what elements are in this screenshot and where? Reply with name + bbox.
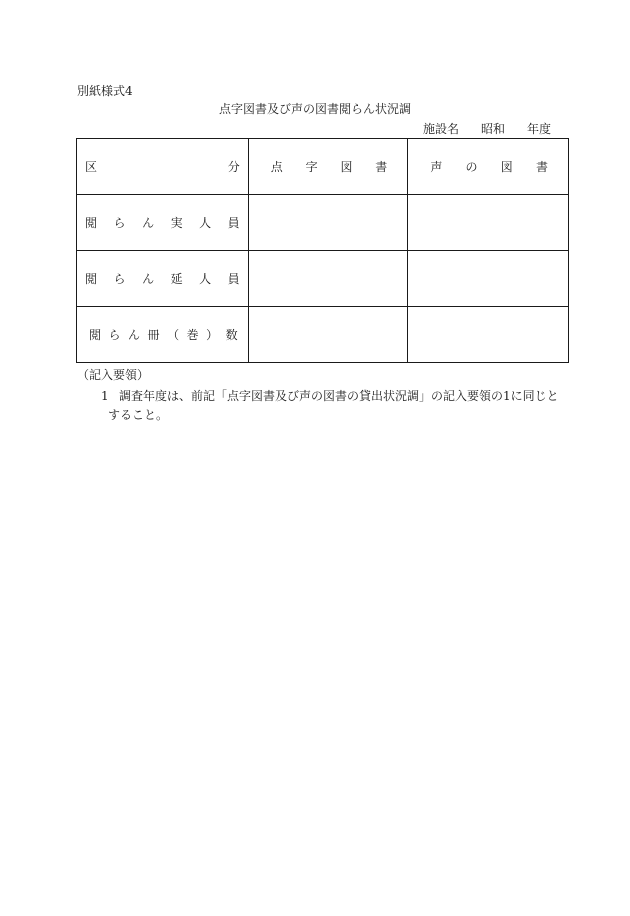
table-row xyxy=(77,251,569,307)
survey-table xyxy=(76,138,569,363)
header-audio-books: 声 の 図 書 xyxy=(408,139,569,195)
facility-label: 施設名 xyxy=(423,122,460,136)
row-label-total-readers: 閲 ら ん 延 人 員 xyxy=(77,251,249,307)
cell-braille-value[interactable] xyxy=(248,251,408,307)
table-header-row xyxy=(77,139,569,195)
note-item xyxy=(101,387,561,425)
cell-audio-value[interactable] xyxy=(408,251,569,307)
note-number: 1 xyxy=(101,389,109,403)
table-row xyxy=(77,195,569,251)
note-text-line2: すること。 xyxy=(108,408,169,422)
row-label-actual-readers: 閲 ら ん 実 人 員 xyxy=(77,195,249,251)
document-title: 点字図書及び声の図書閲らん状況調 xyxy=(218,102,411,116)
facility-line xyxy=(423,122,551,136)
fiscal-year-label: 年度 xyxy=(527,122,552,136)
cell-braille-value[interactable] xyxy=(248,195,408,251)
form-number: 別紙様式4 xyxy=(77,84,133,98)
notes-heading: （記入要領） xyxy=(77,368,150,382)
header-braille-books: 点 字 図 書 xyxy=(248,139,408,195)
table-row xyxy=(77,307,569,363)
header-category: 区 分 xyxy=(77,139,249,195)
era-label: 昭和 xyxy=(481,122,506,136)
note-text-line1: 調査年度は、前記「点字図書及び声の図書の貸出状況調」の記入要領の1に同じと xyxy=(119,389,559,403)
row-label-volumes-read: 閲 ら ん 冊 （ 巻 ） 数 xyxy=(77,307,249,363)
cell-audio-value[interactable] xyxy=(408,195,569,251)
cell-audio-value[interactable] xyxy=(408,307,569,363)
cell-braille-value[interactable] xyxy=(248,307,408,363)
